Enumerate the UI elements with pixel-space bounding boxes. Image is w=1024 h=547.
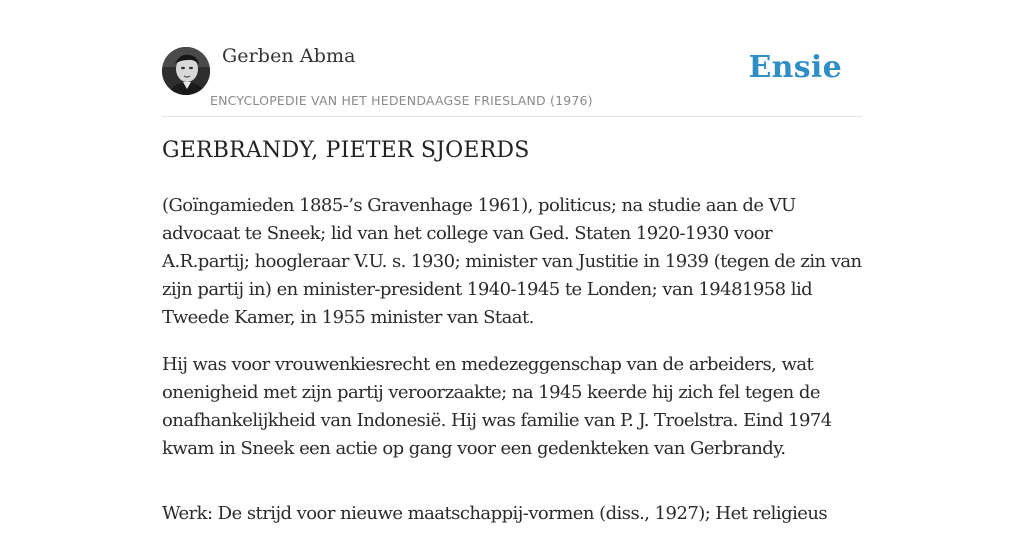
article-title: GERBRANDY, PIETER SJOERDS (162, 138, 530, 163)
author-portrait-icon (162, 47, 210, 95)
article-body (162, 192, 862, 547)
article-paragraph: (Goïngamieden 1885-’s Gravenhage 1961), politicus; na studie aan de VU advocaat te Sneek; lid van het college van Ged. Staten 1920-1930 voor A.R.partij; hoogleraar V.U. s. 1930; minister van Justitie in 1939 (tegen de zin van zijn partij in) en minister-president 1940-1945 te Londen; van 19481958 lid Tweede Kamer, in 1955 minister van Staat. (162, 195, 862, 328)
article-paragraph: Hij was voor vrouwenkiesrecht en medezeggenschap van de arbeiders, wat onenigheid met zijn partij veroorzaakte; na 1945 keerde hij zich fel tegen de onafhankelijkheid van Indonesië. Hij was familie van P. J. Troelstra. Eind 1974 kwam in Sneek een actie op gang voor een gedenkteken van Gerbrandy. (162, 354, 832, 459)
site-logo[interactable]: Ensie (748, 50, 842, 85)
author-name[interactable]: Gerben Abma (222, 45, 356, 67)
article-card (162, 0, 862, 524)
article-header (162, 0, 862, 117)
article-paragraph: Werk: De strijd voor nieuwe maatschappij-vormen (diss., 1927); Het religieus (162, 503, 828, 524)
author-avatar[interactable] (162, 47, 210, 95)
source-label: ENCYCLOPEDIE VAN HET HEDENDAAGSE FRIESLAND (1976) (210, 93, 593, 108)
